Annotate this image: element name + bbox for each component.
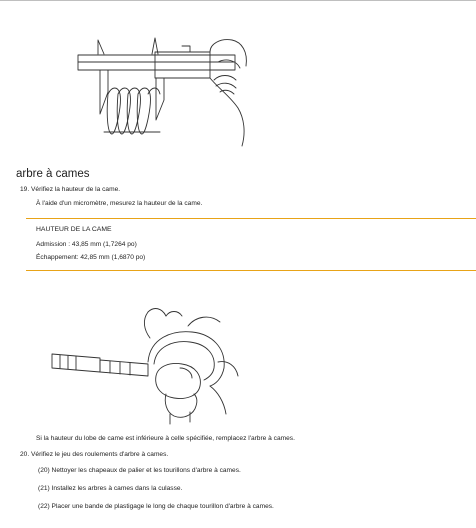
- step-19-instruction: À l'aide d'un micromètre, mesurez la hauteur de la came.: [36, 200, 203, 207]
- note-after-figure: Si la hauteur du lobe de came est inférieure à celle spécifiée, remplacez l'arbre à cames.: [36, 435, 295, 442]
- spec-box-title: HAUTEUR DE LA CAME: [36, 226, 112, 233]
- spec-box-bottom-rule: [26, 270, 476, 271]
- micrometer-cam-illustration: [40, 302, 250, 427]
- section-title: arbre à cames: [16, 168, 90, 180]
- step-19-title: 19. Vérifiez la hauteur de la came.: [20, 186, 121, 193]
- step-20-substep: (21) Installez les arbres à cames dans la culasse.: [38, 485, 183, 492]
- page-top-rule: [0, 0, 476, 1]
- step-20-title: 20. Vérifiez le jeu des roulements d'arbre à cames.: [20, 451, 169, 458]
- step-20-substep: (22) Placer une bande de plastigage le long de chaque tourillon d'arbre à cames.: [38, 503, 274, 510]
- step-20-substep: (20) Nettoyer les chapeaux de palier et les tourillons d'arbre à cames.: [38, 467, 241, 474]
- caliper-spring-illustration: [60, 22, 250, 162]
- spec-exhaust-value: Échappement: 42,85 mm (1,6870 po): [36, 254, 146, 261]
- spec-intake-value: Admission : 43,85 mm (1,7264 po): [36, 241, 137, 248]
- spec-box-top-rule: [26, 218, 476, 219]
